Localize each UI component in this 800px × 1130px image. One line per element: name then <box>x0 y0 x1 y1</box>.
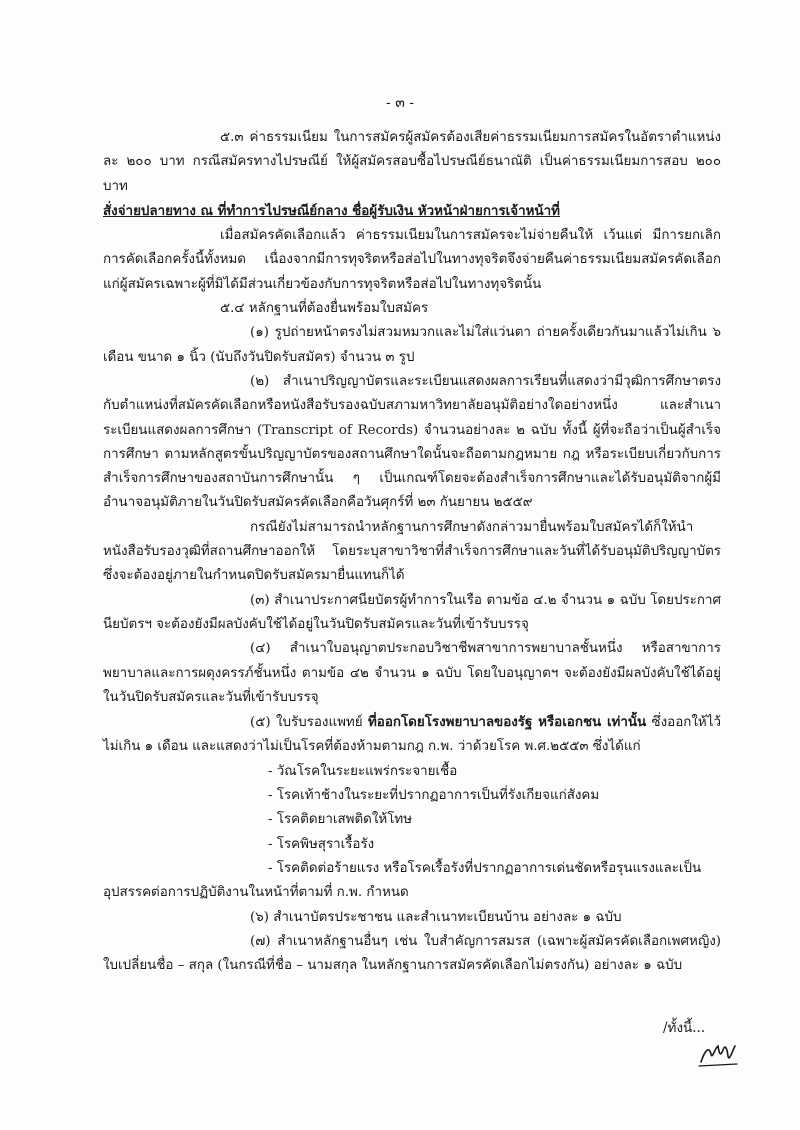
section-5-3-fee: ๕.๓ ค่าธรรมเนียม ในการสมัครผู้สมัครต้องเสียค่าธรรมเนียมการสมัครในอัตราตำแหน่งละ ๒๐๐ บาท กรณีสมัครทางไปรษณีย์ ให้ผู้สมัครสอบซื้อไปรษณีย์ธนาณัติ เป็นค่าธรรมเนียมการสอบ ๒๐๐ บาท <box>103 130 721 194</box>
evidence-item-4: (๔) สำเนาใบอนุญาตประกอบวิชาชีพสาขาการพยาบาลชั้นหนึ่ง หรือสาขาการพยาบาลและการผดุงครรภ์ชั้นหนึ่ง ตามข้อ ๔๒ จำนวน ๑ ฉบับ โดยใบอนุญาตฯ จะต้องยังมีผลบังคับใช้ได้อยู่ในวันปิดรับสมัครและวันที่เข้ารับบรรจุ <box>103 641 721 705</box>
disease-item-last: - โรคติดต่อร้ายแรง หรือโรคเรื้อรังที่ปรากฏอาการเด่นชัดหรือรุนแรงและเป็นอุปสรรคต่อการปฏิบัติงานในหน้าที่ตามที่ ก.พ. กำหนด <box>103 860 702 901</box>
disease-item: - โรคเท้าช้างในระยะที่ปรากฏอาการเป็นที่รังเกียจแก่สังคม <box>268 788 600 804</box>
evidence-item-2: (๒) สำเนาปริญญาบัตรและระเบียนแสดงผลการเรียนที่แสดงว่ามีวุฒิการศึกษาตรงกับตำแหน่งที่สมัครคัดเลือกหรือหนังสือรับรองฉบับสภามหาวิทยาลัยอนุมัติอย่างใดอย่างหนึ่ง และสำเนาระเบียนแสดงผลการศึกษา (Transcript of Records) จำนวนอย่างละ ๒ ฉบับ ทั้งนี้ ผู้ที่จะถือว่าเป็นผู้สำเร็จการศึกษา ตามหลักสูตรขั้นปริญญาบัตรของสถานศึกษาใดนั้นจะถือตามกฎหมาย กฎ หรือระเบียบเกี่ยวกับการสำเร็จการศึกษาของสถาบันการศึกษานั้น ๆ เป็นเกณฑ์โดยจะต้องสำเร็จการศึกษาและได้รับอนุมัติจากผู้มีอำนาจอนุมัติภายในวันปิดรับสมัครคัดเลือกคือวันศุกร์ที่ ๒๓ กันยายน ๒๕๕๙ <box>103 373 721 511</box>
evidence-item-5 <box>103 710 721 760</box>
section-5-3-payee <box>103 199 721 224</box>
signature-initial <box>697 1040 739 1070</box>
evidence-item-6: (๖) สำเนาบัตรประชาชน และสำเนาทะเบียนบ้าน อย่างละ ๑ ฉบับ <box>250 909 622 925</box>
page-number: - ๓ - <box>386 95 414 111</box>
evidence-item-7: (๗) สำเนาหลักฐานอื่นๆ เช่น ใบสำคัญการสมรส (เฉพาะผู้สมัครคัดเลือกเพศหญิง) ใบเปลี่ยนชื่อ – สกุล (ในกรณีที่ชื่อ – นามสกุล ในหลักฐานการสมัครคัดเลือกไม่ตรงกัน) อย่างละ ๑ ฉบับ <box>103 933 721 974</box>
section-5-3-refund: เมื่อสมัครคัดเลือกแล้ว ค่าธรรมเนียมในการสมัครจะไม่จ่ายคืนให้ เว้นแต่ มีการยกเลิกการคัดเลือกครั้งนี้ทั้งหมด เนื่องจากมีการทุจริตหรือส่อไปในทางทุจริตจึงจ่ายคืนค่าธรรมเนียมสมัครคัดเลือกแก่ผู้สมัครเฉพาะผู้ที่มิได้มีส่วนเกี่ยวข้องกับการทุจริตหรือส่อไปในทางทุจริตนั้น <box>103 228 721 292</box>
disease-item: - วัณโรคในระยะแพร่กระจายเชื้อ <box>268 763 458 779</box>
item-5-hospital-requirement: ที่ออกโดยโรงพยาบาลของรัฐ หรือเอกชน เท่านั้น <box>367 714 647 731</box>
evidence-item-2-note: กรณียังไม่สามารถนำหลักฐานการศึกษาดังกล่าวมายื่นพร้อมใบสมัครได้ก็ให้นำหนังสือรับรองวุฒิที่สถานศึกษาออกให้ โดยระบุสาขาวิชาที่สำเร็จการศึกษาและวันที่ได้รับอนุมัติปริญญาบัตรซึ่งจะต้องอยู่ภายในกำหนดปิดรับสมัครมายื่นแทนก็ได้ <box>103 519 721 584</box>
disease-item: - โรคพิษสุราเรื้อรัง <box>268 836 375 852</box>
section-5-4-heading: ๕.๔ หลักฐานที่ต้องยื่นพร้อมใบสมัคร <box>220 301 429 317</box>
disease-item: - โรคติดยาเสพติดให้โทษ <box>268 812 413 828</box>
payee-instruction: สั่งจ่ายปลายทาง ณ ที่ทำการไปรษณีย์กลาง ชื่อผู้รับเงิน หัวหน้าฝ่ายการเจ้าหน้าที่ <box>103 202 560 219</box>
document-body <box>103 126 721 978</box>
evidence-item-3: (๓) สำเนาประกาศนียบัตรผู้ทำการในเรือ ตามข้อ ๔.๒ จำนวน ๑ ฉบับ โดยประกาศนียบัตรฯ จะต้องยังมีผลบังคับใช้ได้อยู่ในวันปิดรับสมัครและวันที่เข้ารับบรรจุ <box>103 592 721 632</box>
item-5-prefix: (๕) ใบรับรองแพทย์ <box>250 715 368 731</box>
continuation-marker: /ทั้งนี้... <box>663 1020 706 1036</box>
evidence-item-1: (๑) รูปถ่ายหน้าตรงไม่สวมหมวกและไม่ใส่แว่นตา ถ่ายครั้งเดียวกันมาแล้วไม่เกิน ๖ เดือน ขนาด ๑ นิ้ว (นับถึงวันปิดรับสมัคร) จำนวน ๓ รูป <box>103 325 721 365</box>
item-5-suffix: ซึ่งออกให้ไว้ไม่เกิน ๑ เดือน และแสดงว่าไม่เป็นโรคที่ต้องห้ามตามกฎ ก.พ. ว่าด้วยโรค พ.ศ.๒๕๕๓ ซึ่งได้แก่ <box>103 715 721 755</box>
